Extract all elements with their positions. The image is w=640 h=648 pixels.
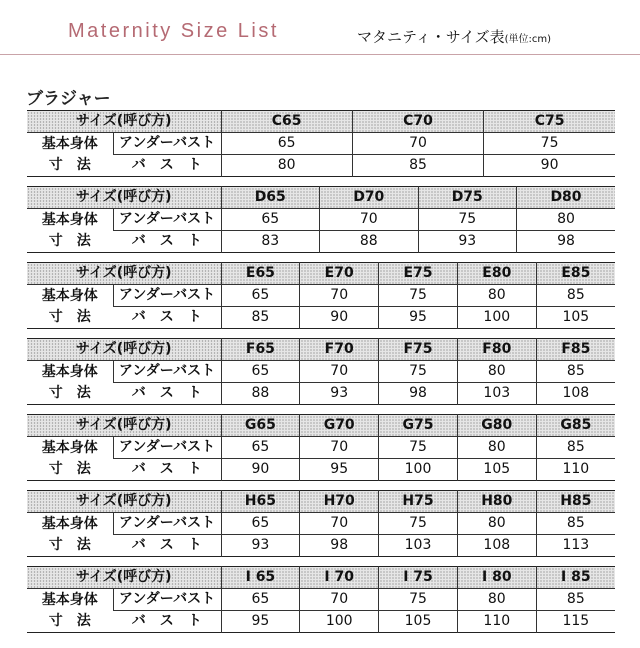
bust-value: 90 xyxy=(484,155,615,177)
bust-value: 98 xyxy=(300,535,379,557)
bust-value: 100 xyxy=(379,459,458,481)
body-measure-label-line1: 基本身体 xyxy=(41,515,98,532)
size-table xyxy=(27,566,615,633)
under-bust-row xyxy=(27,209,615,231)
body-measure-label-line1: 基本身体 xyxy=(41,211,98,228)
size-row xyxy=(27,491,615,513)
bust-value: 83 xyxy=(221,231,320,253)
under-bust-label: アンダーバスト xyxy=(113,133,221,155)
size-cell: G85 xyxy=(536,415,615,437)
bust-value: 115 xyxy=(536,611,615,633)
size-cell: F80 xyxy=(457,339,536,361)
bust-value: 105 xyxy=(379,611,458,633)
bust-label: バ ス ト xyxy=(113,535,221,557)
body-measure-label-line2: 寸 法 xyxy=(48,536,91,553)
bust-value: 80 xyxy=(221,155,352,177)
body-measure-label-line2: 寸 法 xyxy=(48,156,91,173)
under-bust-label: アンダーバスト xyxy=(113,589,221,611)
under-bust-value: 80 xyxy=(517,209,616,231)
under-bust-value: 75 xyxy=(379,437,458,459)
under-bust-value: 65 xyxy=(221,361,300,383)
body-measure-label-line1: 基本身体 xyxy=(41,135,98,152)
size-table xyxy=(27,414,615,481)
size-cell: I 65 xyxy=(221,567,300,589)
size-cell: F70 xyxy=(300,339,379,361)
bust-value: 95 xyxy=(221,611,300,633)
under-bust-value: 75 xyxy=(379,361,458,383)
size-label: サイズ(呼び方) xyxy=(27,415,221,437)
size-row xyxy=(27,187,615,209)
size-cell: F75 xyxy=(379,339,458,361)
under-bust-value: 85 xyxy=(536,513,615,535)
size-cell: I 75 xyxy=(379,567,458,589)
under-bust-value: 70 xyxy=(300,513,379,535)
body-measure-label xyxy=(27,361,113,405)
size-row xyxy=(27,263,615,285)
size-cell: F65 xyxy=(221,339,300,361)
size-label: サイズ(呼び方) xyxy=(27,111,221,133)
size-cell: E85 xyxy=(536,263,615,285)
under-bust-label: アンダーバスト xyxy=(113,437,221,459)
bust-value: 88 xyxy=(221,383,300,405)
under-bust-label: アンダーバスト xyxy=(113,285,221,307)
title-japanese xyxy=(357,26,551,47)
bust-label: バ ス ト xyxy=(113,307,221,329)
body-measure-label xyxy=(27,285,113,329)
under-bust-value: 70 xyxy=(300,285,379,307)
bust-value: 98 xyxy=(517,231,616,253)
size-cell: E75 xyxy=(379,263,458,285)
bust-value: 103 xyxy=(457,383,536,405)
bust-label: バ ス ト xyxy=(113,155,221,177)
bust-label: バ ス ト xyxy=(113,231,221,253)
bust-value: 113 xyxy=(536,535,615,557)
size-cell: D65 xyxy=(221,187,320,209)
size-row xyxy=(27,339,615,361)
size-cell: E70 xyxy=(300,263,379,285)
size-cell: I 85 xyxy=(536,567,615,589)
size-cell: D80 xyxy=(517,187,616,209)
bust-row xyxy=(27,611,615,633)
bust-value: 90 xyxy=(221,459,300,481)
body-measure-label xyxy=(27,209,113,253)
size-table xyxy=(27,338,615,405)
under-bust-value: 75 xyxy=(484,133,615,155)
bust-row xyxy=(27,459,615,481)
size-cell: G70 xyxy=(300,415,379,437)
under-bust-value: 65 xyxy=(221,513,300,535)
size-cell: H75 xyxy=(379,491,458,513)
size-row xyxy=(27,111,615,133)
bust-row xyxy=(27,155,615,177)
under-bust-value: 65 xyxy=(221,133,352,155)
title-english: Maternity Size List xyxy=(68,20,279,42)
bust-value: 85 xyxy=(221,307,300,329)
bust-row xyxy=(27,307,615,329)
bust-label: バ ス ト xyxy=(113,459,221,481)
bust-label: バ ス ト xyxy=(113,383,221,405)
body-measure-label-line2: 寸 法 xyxy=(48,308,91,325)
under-bust-value: 75 xyxy=(379,285,458,307)
size-label: サイズ(呼び方) xyxy=(27,187,221,209)
bust-value: 95 xyxy=(379,307,458,329)
body-measure-label-line1: 基本身体 xyxy=(41,591,98,608)
size-cell: G75 xyxy=(379,415,458,437)
size-table xyxy=(27,262,615,329)
size-cell: H85 xyxy=(536,491,615,513)
bust-value: 103 xyxy=(379,535,458,557)
under-bust-value: 70 xyxy=(300,589,379,611)
under-bust-value: 80 xyxy=(457,513,536,535)
bust-value: 98 xyxy=(379,383,458,405)
under-bust-value: 75 xyxy=(379,513,458,535)
size-cell: G65 xyxy=(221,415,300,437)
under-bust-label: アンダーバスト xyxy=(113,361,221,383)
size-label: サイズ(呼び方) xyxy=(27,339,221,361)
size-cell: H65 xyxy=(221,491,300,513)
bust-value: 105 xyxy=(457,459,536,481)
body-measure-label-line2: 寸 法 xyxy=(48,232,91,249)
size-cell: D75 xyxy=(418,187,517,209)
bust-value: 85 xyxy=(352,155,483,177)
bust-value: 110 xyxy=(536,459,615,481)
body-measure-label-line1: 基本身体 xyxy=(41,439,98,456)
under-bust-value: 75 xyxy=(379,589,458,611)
body-measure-label-line1: 基本身体 xyxy=(41,363,98,380)
size-row xyxy=(27,567,615,589)
title-japanese-text: マタニティ・サイズ表 xyxy=(357,28,505,46)
size-cell: G80 xyxy=(457,415,536,437)
size-cell: D70 xyxy=(320,187,419,209)
bust-row xyxy=(27,535,615,557)
under-bust-value: 65 xyxy=(221,437,300,459)
under-bust-value: 85 xyxy=(536,285,615,307)
bust-value: 108 xyxy=(457,535,536,557)
size-tables xyxy=(27,110,615,642)
under-bust-value: 85 xyxy=(536,437,615,459)
size-cell: H80 xyxy=(457,491,536,513)
bust-value: 100 xyxy=(300,611,379,633)
under-bust-value: 70 xyxy=(300,361,379,383)
body-measure-label xyxy=(27,513,113,557)
under-bust-value: 70 xyxy=(320,209,419,231)
body-measure-label xyxy=(27,589,113,633)
body-measure-label xyxy=(27,437,113,481)
size-cell: E65 xyxy=(221,263,300,285)
size-label: サイズ(呼び方) xyxy=(27,263,221,285)
section-title-bra: ブラジャー xyxy=(26,89,111,109)
bust-label: バ ス ト xyxy=(113,611,221,633)
size-label: サイズ(呼び方) xyxy=(27,491,221,513)
under-bust-value: 70 xyxy=(352,133,483,155)
bust-value: 88 xyxy=(320,231,419,253)
body-measure-label-line1: 基本身体 xyxy=(41,287,98,304)
under-bust-label: アンダーバスト xyxy=(113,513,221,535)
size-cell: C65 xyxy=(221,111,352,133)
unit-note: (単位:cm) xyxy=(504,34,552,45)
under-bust-row xyxy=(27,437,615,459)
under-bust-value: 65 xyxy=(221,209,320,231)
bust-value: 93 xyxy=(300,383,379,405)
bust-value: 95 xyxy=(300,459,379,481)
bust-row xyxy=(27,383,615,405)
size-table xyxy=(27,110,615,177)
bust-value: 93 xyxy=(221,535,300,557)
under-bust-row xyxy=(27,589,615,611)
size-cell: C70 xyxy=(352,111,483,133)
body-measure-label-line2: 寸 法 xyxy=(48,384,91,401)
under-bust-value: 80 xyxy=(457,437,536,459)
size-row xyxy=(27,415,615,437)
size-cell: I 80 xyxy=(457,567,536,589)
size-cell: E80 xyxy=(457,263,536,285)
under-bust-row xyxy=(27,133,615,155)
bust-value: 100 xyxy=(457,307,536,329)
bust-value: 93 xyxy=(418,231,517,253)
size-table xyxy=(27,186,615,253)
under-bust-row xyxy=(27,513,615,535)
under-bust-value: 75 xyxy=(418,209,517,231)
body-measure-label xyxy=(27,133,113,177)
body-measure-label-line2: 寸 法 xyxy=(48,612,91,629)
bust-value: 108 xyxy=(536,383,615,405)
under-bust-value: 65 xyxy=(221,285,300,307)
under-bust-row xyxy=(27,361,615,383)
bust-row xyxy=(27,231,615,253)
size-cell: H70 xyxy=(300,491,379,513)
size-cell: C75 xyxy=(484,111,615,133)
bust-value: 90 xyxy=(300,307,379,329)
size-cell: I 70 xyxy=(300,567,379,589)
under-bust-value: 80 xyxy=(457,589,536,611)
under-bust-label: アンダーバスト xyxy=(113,209,221,231)
under-bust-value: 85 xyxy=(536,361,615,383)
size-label: サイズ(呼び方) xyxy=(27,567,221,589)
under-bust-value: 80 xyxy=(457,361,536,383)
under-bust-value: 70 xyxy=(300,437,379,459)
bust-value: 110 xyxy=(457,611,536,633)
under-bust-value: 65 xyxy=(221,589,300,611)
size-table xyxy=(27,490,615,557)
body-measure-label-line2: 寸 法 xyxy=(48,460,91,477)
size-cell: F85 xyxy=(536,339,615,361)
under-bust-value: 80 xyxy=(457,285,536,307)
page-header xyxy=(0,0,640,55)
under-bust-value: 85 xyxy=(536,589,615,611)
bust-value: 105 xyxy=(536,307,615,329)
under-bust-row xyxy=(27,285,615,307)
